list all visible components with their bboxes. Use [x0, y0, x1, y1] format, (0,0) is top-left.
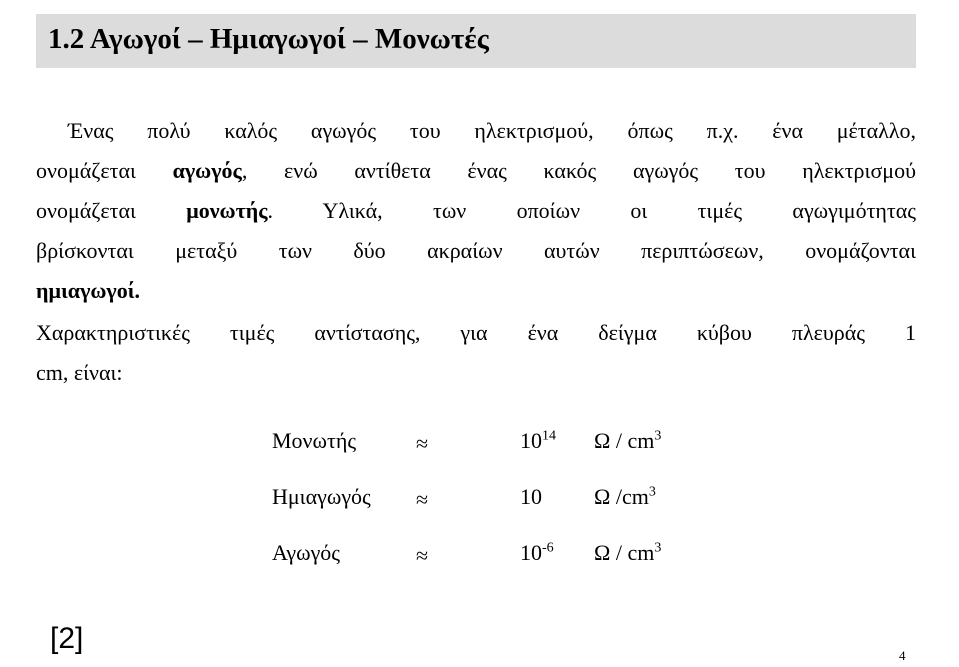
paragraph-line — [36, 360, 916, 386]
material-name: Ημιαγωγός — [272, 484, 371, 509]
term-insulator: μονωτής — [186, 198, 268, 223]
paragraph-line — [36, 198, 916, 224]
paragraph-text: Ένας πολύ καλός αγωγός του ηλεκτρισμού, όπως π.χ. ένα μέταλλο, — [68, 118, 916, 143]
paragraph-text: βρίσκονται μεταξύ των δύο ακραίων αυτών περιπτώσεων, ονομάζονται — [36, 238, 916, 263]
term-semiconductors: ημιαγωγοί. — [36, 278, 141, 303]
resistance-unit: Ω / $cm^3$ — [594, 540, 662, 565]
page-number: 4 — [899, 648, 906, 663]
resistance-unit: Ω / $cm^3$ — [594, 428, 662, 453]
paragraph-text: ονομάζεται — [36, 198, 187, 223]
paragraph-line — [36, 158, 916, 184]
paragraph-text: ονομάζεται — [36, 158, 173, 183]
paragraph-text: . Υλικά, των οποίων οι τιμές αγωγιμότητας — [267, 198, 917, 223]
material-name: Αγωγός — [272, 540, 341, 565]
resistance-value: 10 — [520, 484, 542, 509]
paragraph-text: Χαρακτηριστικές τιμές αντίστασης, για ένα δείγμα κύβου πλευράς 1 — [36, 320, 916, 345]
term-conductor: αγωγός — [172, 158, 242, 183]
paragraph-line — [36, 278, 916, 304]
table-row — [0, 484, 959, 520]
resistance-unit: Ω $/cm^3$ — [594, 484, 656, 509]
material-name: Μονωτής — [272, 428, 357, 453]
section-title-bar — [36, 14, 916, 68]
paragraph-line — [36, 320, 916, 346]
approx-symbol: ≈ — [416, 487, 429, 512]
paragraph-text: , ενώ αντίθετα ένας κακός αγωγός του ηλεκτρισμού — [241, 158, 916, 183]
approx-symbol: ≈ — [416, 431, 429, 456]
approx-symbol: ≈ — [416, 543, 429, 568]
section-title: 1.2 Αγωγοί – Ημιαγωγοί – Μονωτές — [48, 23, 489, 55]
table-row — [0, 428, 959, 464]
table-row — [0, 540, 959, 576]
paragraph-text: cm, είναι: — [36, 360, 123, 385]
resistance-value: $10^{-6}$ — [520, 540, 554, 565]
paragraph-line — [36, 238, 916, 264]
paragraph-line — [36, 118, 916, 144]
resistance-value: $10^{14}$ — [520, 428, 556, 453]
citation-reference: [2] — [50, 622, 84, 655]
